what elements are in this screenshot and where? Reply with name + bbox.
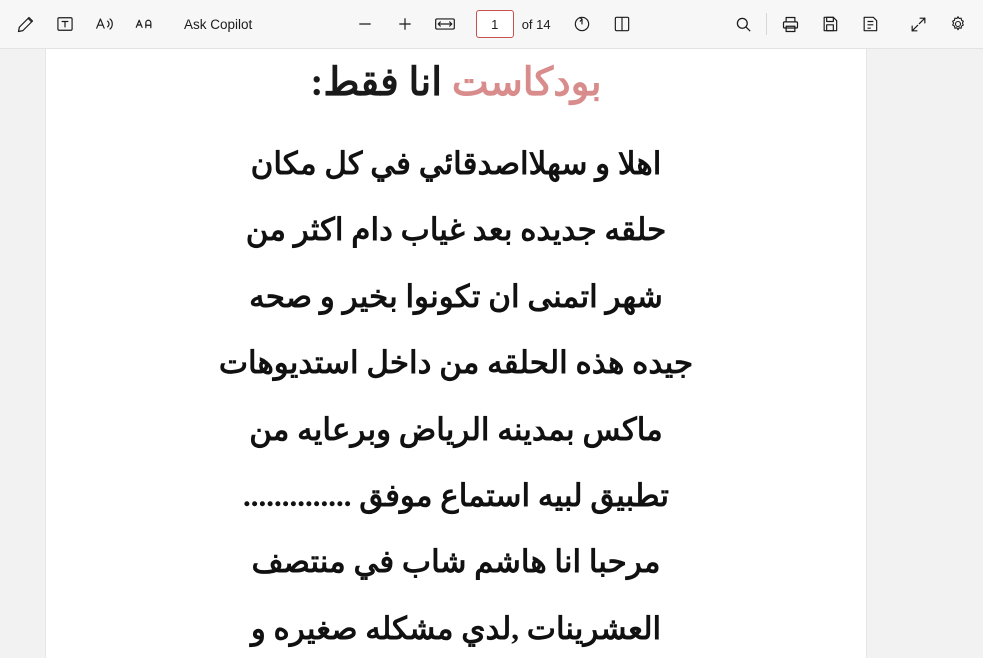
page-number-input[interactable] — [476, 10, 514, 38]
document-title-accent: بودكاست — [451, 61, 602, 104]
translate-icon[interactable] — [128, 8, 162, 40]
ask-copilot-button[interactable]: Ask Copilot — [184, 16, 253, 32]
document-paragraph: مرحبا انا هاشم شاب في منتصف — [251, 544, 661, 580]
save-icon[interactable] — [813, 8, 847, 40]
print-icon[interactable] — [773, 8, 807, 40]
save-as-icon[interactable] — [853, 8, 887, 40]
toolbar-divider — [766, 13, 767, 35]
document-scroll-area[interactable] — [0, 49, 983, 658]
page-layout-icon[interactable] — [605, 8, 639, 40]
fit-to-width-icon[interactable] — [428, 8, 462, 40]
search-icon[interactable] — [726, 8, 760, 40]
highlight-pen-icon[interactable] — [8, 8, 42, 40]
zoom-in-button[interactable] — [388, 8, 422, 40]
document-title — [126, 59, 786, 108]
settings-gear-icon[interactable] — [941, 8, 975, 40]
document-title-main: انا فقط: — [310, 61, 443, 104]
fullscreen-icon[interactable] — [901, 8, 935, 40]
document-paragraph: اهلا و سهلااصدقائي في كل مكان — [250, 145, 662, 181]
document-paragraph: جيده هذه الحلقه من داخل استديوهات — [218, 345, 694, 381]
pdf-page — [46, 49, 866, 658]
toolbar — [0, 0, 983, 49]
document-body — [126, 134, 786, 658]
read-aloud-icon[interactable] — [88, 8, 122, 40]
zoom-out-button[interactable] — [348, 8, 382, 40]
document-paragraph: تطبيق لبيه استماع موفق .............. — [243, 477, 669, 513]
add-text-icon[interactable] — [48, 8, 82, 40]
document-paragraph: شهر اتمنى ان تكونوا بخير و صحه — [249, 278, 663, 314]
page-total-label: of 14 — [521, 16, 551, 32]
document-paragraph: ماكس بمدينه الرياض وبرعايه من — [249, 411, 663, 447]
rotate-icon[interactable] — [565, 8, 599, 40]
document-paragraph: حلقه جديده بعد غياب دام اكثر من — [245, 212, 667, 248]
document-paragraph: العشرينات ,لدي مشكله صغيره و — [250, 610, 662, 646]
